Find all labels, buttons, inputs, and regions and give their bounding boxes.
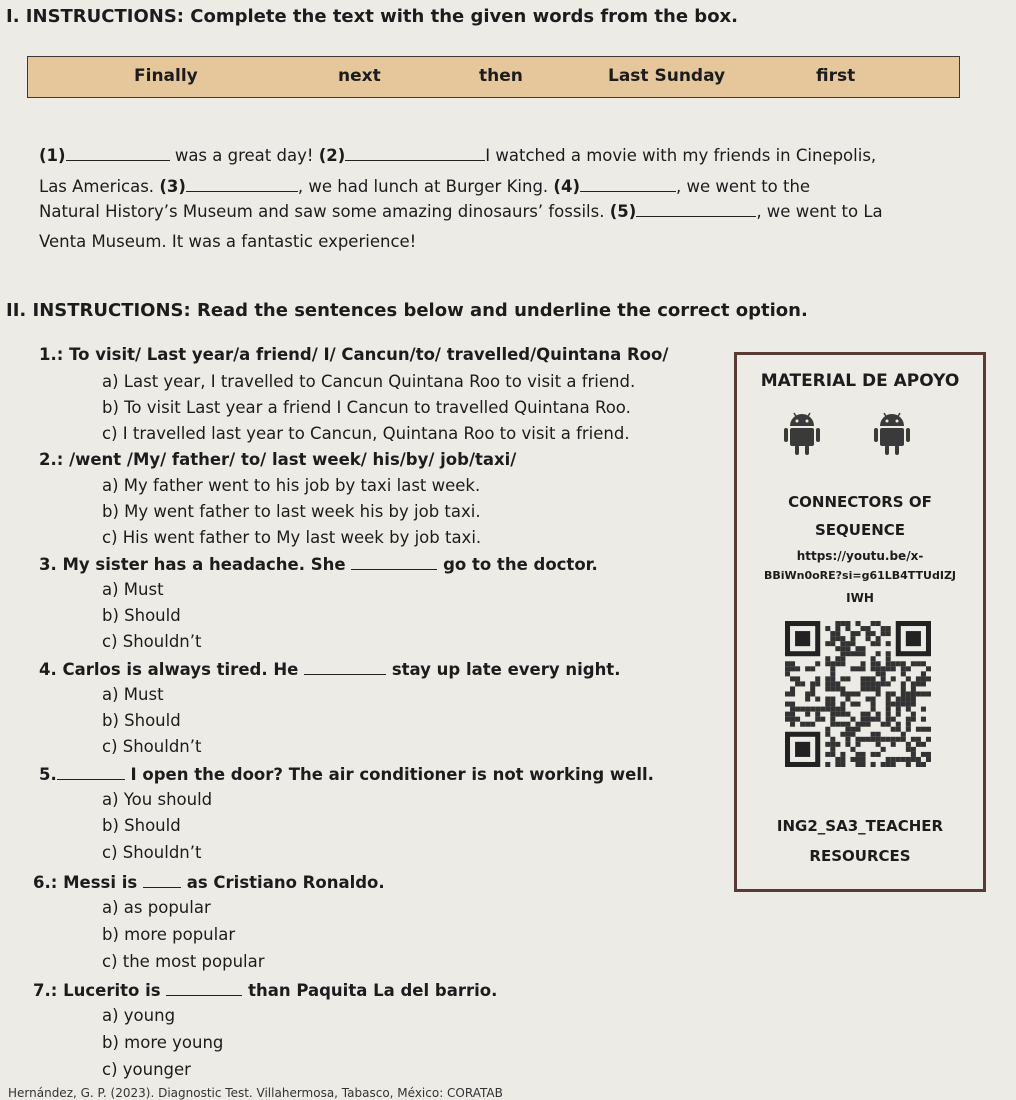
blank-2[interactable] (345, 145, 485, 161)
para-text: , we went to the (676, 177, 811, 196)
android-icon (873, 409, 911, 457)
blank-number-2: (2) (318, 146, 346, 165)
blank-4[interactable] (580, 176, 676, 192)
q7-option-a[interactable]: a) young (102, 1006, 176, 1025)
q5-option-c[interactable]: c) Shouldn’t (102, 843, 202, 862)
q1-option-b[interactable]: b) To visit Last year a friend I Cancun to travelled Quintana Roo. (102, 398, 631, 417)
word-box-item: Last Sunday (608, 66, 726, 86)
question-3-prompt: 3. My sister has a headache. She go to the doctor. (39, 555, 598, 574)
q4-option-b[interactable]: b) Should (102, 711, 181, 730)
video-link[interactable]: BBiWn0oRE?si=g61LB4TTUdIZJ (763, 569, 957, 582)
citation: Hernández, G. P. (2023). Diagnostic Test. Villahermosa, Tabasco, México: CORATAB (8, 1086, 503, 1100)
q3-option-b[interactable]: b) Should (102, 606, 181, 625)
blank-number-1: (1) (39, 146, 66, 165)
q5-option-b[interactable]: b) Should (102, 816, 181, 835)
question-7-prompt: 7.: Lucerito is than Paquita La del barrio. (33, 981, 498, 1000)
support-material-box (734, 352, 986, 892)
q3-option-a[interactable]: a) Must (102, 580, 164, 599)
para-text: was a great day! (174, 146, 314, 165)
question-2-prompt: 2.: /went /My/ father/ to/ last week/ his/by/ job/taxi/ (39, 450, 517, 469)
section2-heading: II. INSTRUCTIONS: Read the sentences below and underline the correct option. (6, 300, 808, 321)
blank-number-5: (5) (609, 202, 637, 221)
q6-option-c[interactable]: c) the most popular (102, 952, 265, 971)
q4-option-c[interactable]: c) Shouldn’t (102, 737, 202, 756)
q2-option-a[interactable]: a) My father went to his job by taxi last week. (102, 476, 481, 495)
q6-blank[interactable] (143, 872, 181, 888)
blank-number-4: (4) (553, 177, 580, 196)
q7-option-c[interactable]: c) younger (102, 1060, 191, 1079)
question-4-prompt: 4. Carlos is always tired. He stay up late every night. (39, 660, 621, 679)
q6-option-a[interactable]: a) as popular (102, 898, 211, 917)
blank-1[interactable] (66, 145, 170, 161)
para-text: , we went to La (756, 202, 883, 221)
para-text: Las Americas. (39, 177, 155, 196)
resource-code: ING2_SA3_TEACHER (776, 817, 944, 835)
question-5-prompt: 5. I open the door? The air conditioner is not working well. (39, 765, 654, 784)
q3-option-c[interactable]: c) Shouldn’t (102, 632, 202, 651)
q4-blank[interactable] (304, 659, 386, 675)
video-link[interactable]: https://youtu.be/x- (796, 549, 924, 563)
qr-code[interactable] (785, 621, 931, 767)
q5-option-a[interactable]: a) You should (102, 790, 213, 809)
word-box (27, 56, 960, 98)
section1-heading: I. INSTRUCTIONS: Complete the text with the given words from the box. (6, 6, 739, 27)
para-text: Natural History’s Museum and saw some amazing dinosaurs’ fossils. (39, 202, 605, 221)
q7-blank[interactable] (166, 980, 242, 996)
q7-option-b[interactable]: b) more young (102, 1033, 224, 1052)
video-link[interactable]: IWH (846, 591, 874, 605)
para-text: I watched a movie with my friends in Cinepolis, (485, 146, 877, 165)
para-text: , we had lunch at Burger King. (297, 177, 549, 196)
para-text: Venta Museum. It was a fantastic experience! (39, 232, 417, 251)
q5-blank[interactable] (57, 764, 125, 780)
q1-option-c[interactable]: c) I travelled last year to Cancun, Quintana Roo to visit a friend. (102, 424, 630, 443)
q4-option-a[interactable]: a) Must (102, 685, 164, 704)
word-box-item: Finally (134, 66, 198, 86)
blank-3[interactable] (186, 176, 298, 192)
android-icon (783, 409, 821, 457)
support-material-title: MATERIAL DE APOYO (760, 371, 960, 391)
blank-5[interactable] (636, 201, 756, 217)
q3-blank[interactable] (351, 554, 437, 570)
question-1-prompt: 1.: To visit/ Last year/a friend/ I/ Cancun/to/ travelled/Quintana Roo/ (39, 345, 669, 364)
q2-option-b[interactable]: b) My went father to last week his by job taxi. (102, 502, 481, 521)
word-box-item: then (479, 66, 523, 86)
connectors-label: CONNECTORS OF (788, 493, 932, 511)
q1-option-a[interactable]: a) Last year, I travelled to Cancun Quintana Roo to visit a friend. (102, 372, 636, 391)
word-box-item: first (816, 66, 856, 86)
resources-label: RESOURCES (809, 847, 911, 865)
q6-option-b[interactable]: b) more popular (102, 925, 236, 944)
q2-option-c[interactable]: c) His went father to My last week by job taxi. (102, 528, 482, 547)
word-box-item: next (338, 66, 381, 86)
sequence-label: SEQUENCE (814, 521, 906, 539)
blank-number-3: (3) (159, 177, 186, 196)
question-6-prompt: 6.: Messi is as Cristiano Ronaldo. (33, 873, 385, 892)
